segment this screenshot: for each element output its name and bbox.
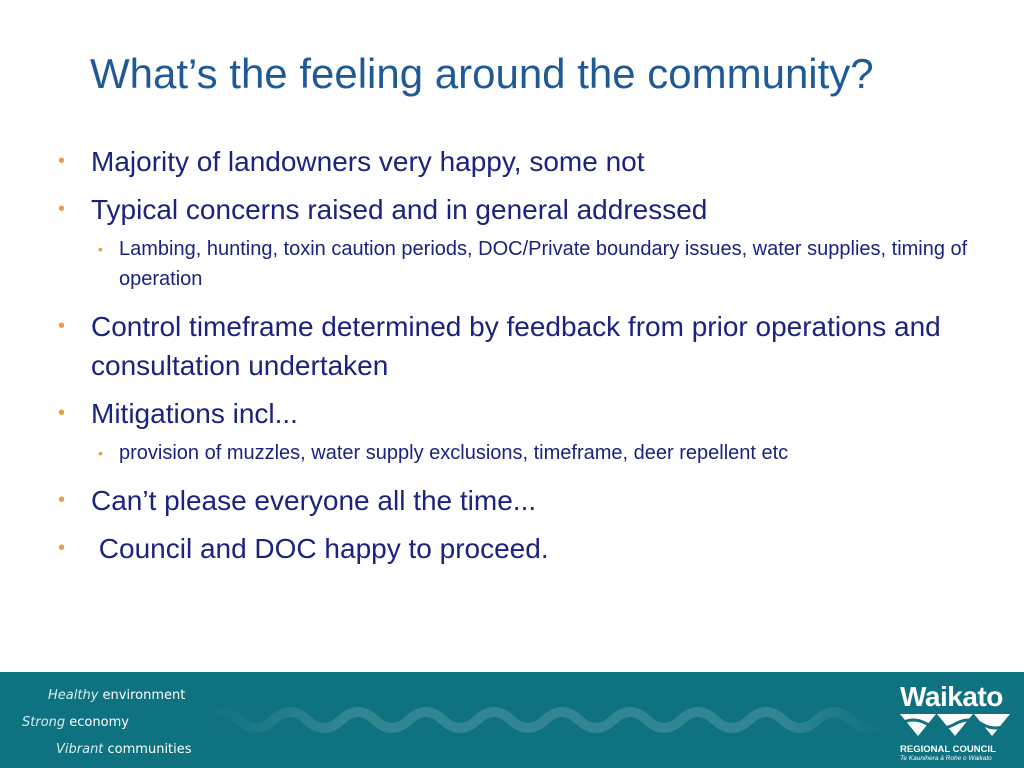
bullet-icon: • [58,315,66,337]
waikato-logo [900,682,1015,762]
tagline-communities: Vibrant communities [56,742,192,757]
sub-bullet-text: provision of muzzles, water supply exclusions, timeframe, deer repellent etc [119,442,789,464]
logo-maori-subtitle: Te Kaunihera ā Rohe o Waikato [900,755,992,762]
bullet-item [58,142,998,181]
bullet-icon: • [58,537,66,559]
sub-bullet-item [98,234,998,294]
bullet-item [58,307,998,385]
bullet-text: Majority of landowners very happy, some not [91,146,645,177]
bullet-item [58,394,998,433]
tagline-economy: Strong economy [22,715,129,730]
bullet-icon: • [58,489,66,511]
bullet-text: Can’t please everyone all the time... [91,485,537,516]
bullet-icon: • [98,241,103,257]
bullet-icon: • [58,198,66,220]
bullet-text: Mitigations incl... [91,398,298,429]
bullet-text: Control timeframe determined by feedback from prior operations and consultation undertaken [91,311,941,381]
sub-bullet-text: Lambing, hunting, toxin caution periods, DOC/Private boundary issues, water supplies, timing of operation [119,238,968,290]
bullet-list [58,142,998,577]
logo-subtitle: REGIONAL COUNCIL [900,744,996,755]
bullet-text: Council and DOC happy to proceed. [91,533,549,564]
bullet-icon: • [58,402,66,424]
bullet-item [58,529,998,568]
bullet-icon: • [98,445,103,461]
slide-title: What’s the feeling around the community? [90,50,874,97]
bullet-icon: • [58,150,66,172]
tagline-environment: Healthy environment [48,688,186,703]
bullet-text: Typical concerns raised and in general addressed [91,194,708,225]
logo-mountain-icon [900,712,1010,738]
sub-bullet-item [98,438,998,468]
logo-wordmark: Waikato [900,681,1003,712]
bullet-item [58,481,998,520]
footer-band [0,672,1024,768]
decorative-wave-pattern [205,700,885,740]
bullet-item [58,190,998,229]
